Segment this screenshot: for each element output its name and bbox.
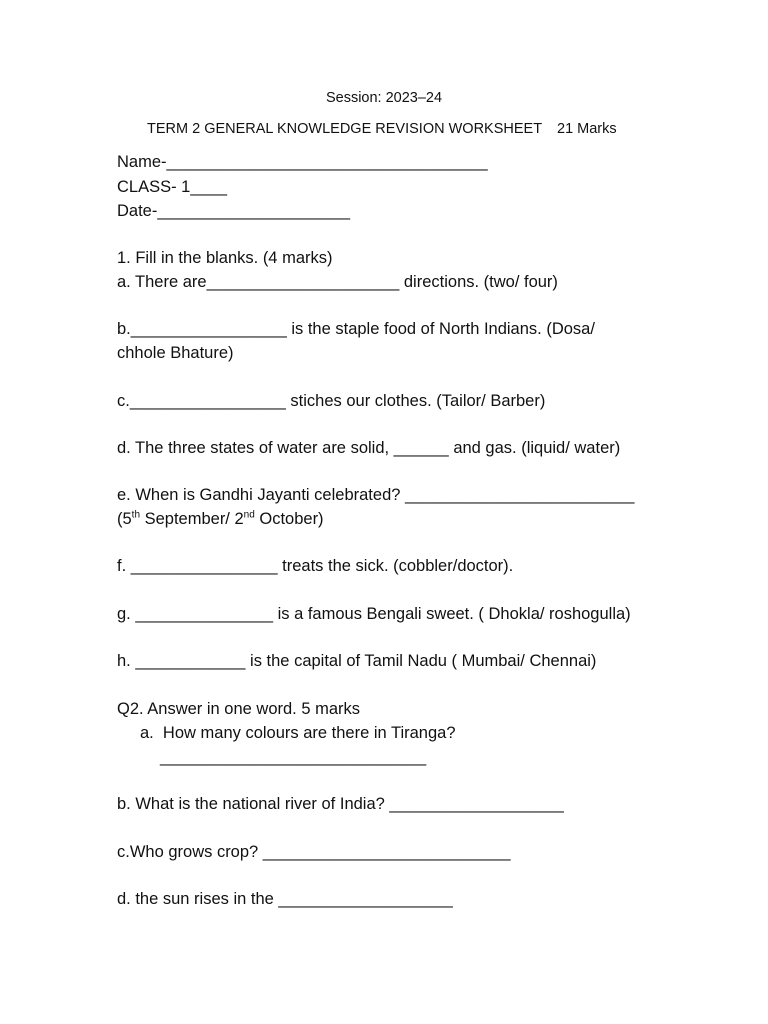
total-marks: 21 Marks (557, 121, 617, 137)
class-field: CLASS- 1____ (117, 178, 228, 196)
q2-heading: Q2. Answer in one word. 5 marks (117, 700, 361, 718)
name-field: Name-___________________________________ (117, 153, 488, 171)
q2-item-b: b. What is the national river of India? ___________________ (117, 795, 564, 813)
q1-item-a: a. There are_____________________ directions. (two/ four) (117, 273, 558, 291)
q1-item-e-sup2: nd (243, 509, 255, 521)
q1-item-f: f. ________________ treats the sick. (cobbler/doctor). (117, 557, 514, 575)
q1-item-e-part1: (5 (117, 510, 132, 528)
q1-item-g: g. _______________ is a famous Bengali sweet. ( Dhokla/ roshogulla) (117, 605, 631, 623)
q1-item-e-part3: October) (254, 510, 324, 528)
q1-item-b-line1: b._________________ is the staple food of North Indians. (Dosa/ (117, 320, 595, 338)
q1-item-e-line1: e. When is Gandhi Jayanti celebrated? _________________________ (117, 486, 635, 504)
worksheet-title: TERM 2 GENERAL KNOWLEDGE REVISION WORKSHEET (147, 121, 543, 137)
q1-item-c: c._________________ stiches our clothes. (Tailor/ Barber) (117, 392, 546, 410)
session-label: Session: 2023–24 (325, 90, 443, 106)
q1-item-e-sup1: th (131, 509, 141, 521)
date-field: Date-_____________________ (117, 202, 351, 220)
q1-heading: 1. Fill in the blanks. (4 marks) (117, 249, 333, 267)
q1-item-h: h. ____________ is the capital of Tamil Nadu ( Mumbai/ Chennai) (117, 652, 597, 670)
q2-item-a-line2: _____________________________ (160, 748, 427, 766)
q1-item-e-line2 (117, 510, 324, 530)
q1-item-e-part2: September/ 2 (140, 510, 244, 528)
q1-item-d: d. The three states of water are solid, ______ and gas. (liquid/ water) (117, 439, 621, 457)
q2-item-c: c.Who grows crop? ___________________________ (117, 843, 511, 861)
q2-item-d: d. the sun rises in the ___________________ (117, 890, 453, 908)
q2-item-a-line1: a. How many colours are there in Tiranga? (140, 724, 456, 742)
q1-item-b-line2: chhole Bhature) (117, 344, 234, 362)
